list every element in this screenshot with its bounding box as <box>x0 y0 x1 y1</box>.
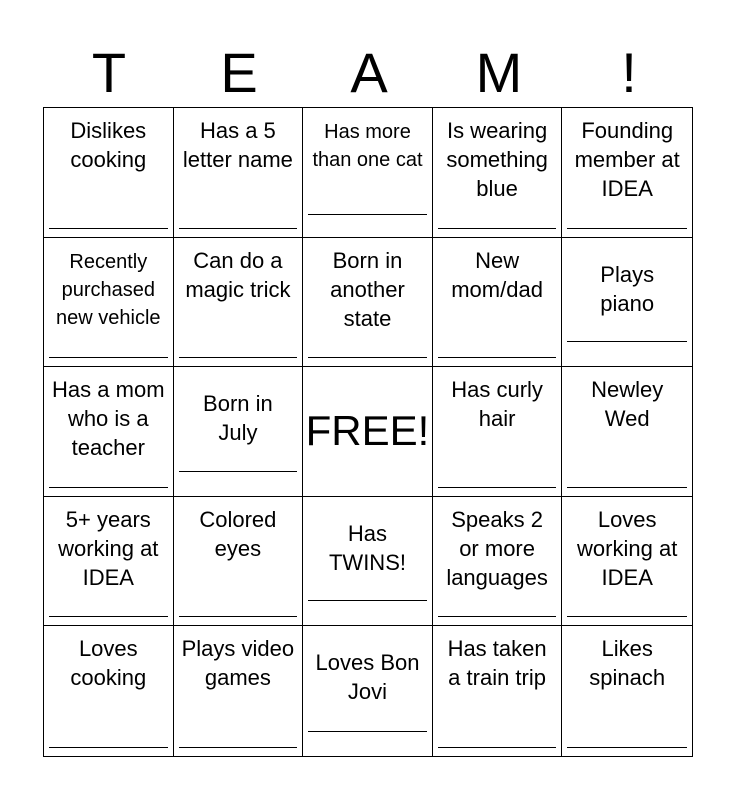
signature-line <box>179 747 298 748</box>
cell-text: Is wearing something blue <box>446 118 548 201</box>
bingo-board <box>43 107 693 757</box>
bingo-cell[interactable] <box>562 626 692 756</box>
signature-line <box>438 747 557 748</box>
title-letter-a: A <box>350 41 388 104</box>
cell-text: Speaks 2 or more languages <box>446 506 548 590</box>
bingo-cell[interactable] <box>303 108 433 238</box>
signature-line <box>49 357 168 358</box>
signature-line <box>49 228 168 229</box>
bingo-cell[interactable] <box>562 367 692 497</box>
cell-text: Loves working at IDEA <box>577 506 678 590</box>
signature-line <box>567 228 687 229</box>
bingo-cell[interactable] <box>174 497 304 627</box>
signature-line <box>567 487 687 488</box>
bingo-cell[interactable] <box>174 238 304 368</box>
cell-text: Dislikes cooking <box>70 118 147 172</box>
cell-text: New mom/dad <box>451 247 543 302</box>
signature-line <box>49 487 168 488</box>
bingo-cell[interactable] <box>562 108 692 238</box>
cell-text: Has more than one cat <box>312 121 423 171</box>
bingo-cell[interactable] <box>562 238 692 368</box>
bingo-cell[interactable] <box>174 108 304 238</box>
title-letter-m: M <box>475 41 523 104</box>
signature-line <box>308 357 427 358</box>
bingo-cell[interactable] <box>433 497 563 627</box>
free-space-cell[interactable] <box>303 367 433 497</box>
bingo-cell[interactable] <box>44 497 174 627</box>
bingo-cell[interactable] <box>433 626 563 756</box>
title-letter-exclamation: ! <box>621 41 637 104</box>
cell-text: Has curly hair <box>451 377 543 432</box>
signature-line <box>438 487 557 488</box>
signature-line <box>49 747 168 748</box>
signature-line <box>308 600 427 601</box>
cell-text: Founding member at IDEA <box>574 118 680 201</box>
cell-text: Can do a magic trick <box>185 247 291 302</box>
cell-text: Loves cooking <box>70 636 147 691</box>
cell-text: Has taken a train trip <box>447 636 547 691</box>
signature-line <box>49 616 168 617</box>
signature-line <box>438 357 557 358</box>
bingo-cell[interactable] <box>44 626 174 756</box>
signature-line <box>179 616 298 617</box>
cell-text: Has TWINS! <box>328 520 406 575</box>
bingo-cell[interactable] <box>44 238 174 368</box>
signature-line <box>567 341 687 342</box>
signature-line <box>179 357 298 358</box>
cell-text: Likes spinach <box>589 636 666 691</box>
cell-text: Born in another state <box>330 247 405 331</box>
cell-text: Has a mom who is a teacher <box>52 377 165 461</box>
bingo-title <box>44 40 694 106</box>
bingo-cell[interactable] <box>433 367 563 497</box>
bingo-cell[interactable] <box>303 497 433 627</box>
signature-line <box>308 731 427 732</box>
title-letter-t: T <box>91 41 127 104</box>
signature-line <box>567 616 687 617</box>
signature-line <box>438 228 557 229</box>
cell-text: 5+ years working at IDEA <box>58 506 159 590</box>
signature-line <box>438 616 557 617</box>
bingo-cell[interactable] <box>303 238 433 368</box>
signature-line <box>179 228 298 229</box>
bingo-cell[interactable] <box>562 497 692 627</box>
bingo-cell[interactable] <box>44 108 174 238</box>
signature-line <box>179 471 298 472</box>
cell-text: Plays piano <box>600 261 655 316</box>
cell-text: Plays video games <box>181 636 295 691</box>
title-letter-e: E <box>220 41 258 104</box>
bingo-cell[interactable] <box>174 367 304 497</box>
bingo-cell[interactable] <box>174 626 304 756</box>
cell-text: Loves Bon Jovi <box>315 650 420 705</box>
free-space-label: FREE! <box>305 407 430 455</box>
cell-text: Has a 5 letter name <box>182 118 293 172</box>
signature-line <box>308 214 427 215</box>
bingo-cell[interactable] <box>433 108 563 238</box>
cell-text: Recently purchased new vehicle <box>56 250 161 329</box>
cell-text: Newley Wed <box>591 377 664 432</box>
signature-line <box>567 747 687 748</box>
cell-text: Colored eyes <box>199 506 277 561</box>
cell-text: Born in July <box>203 391 273 446</box>
bingo-cell[interactable] <box>44 367 174 497</box>
bingo-cell[interactable] <box>433 238 563 368</box>
bingo-cell[interactable] <box>303 626 433 756</box>
